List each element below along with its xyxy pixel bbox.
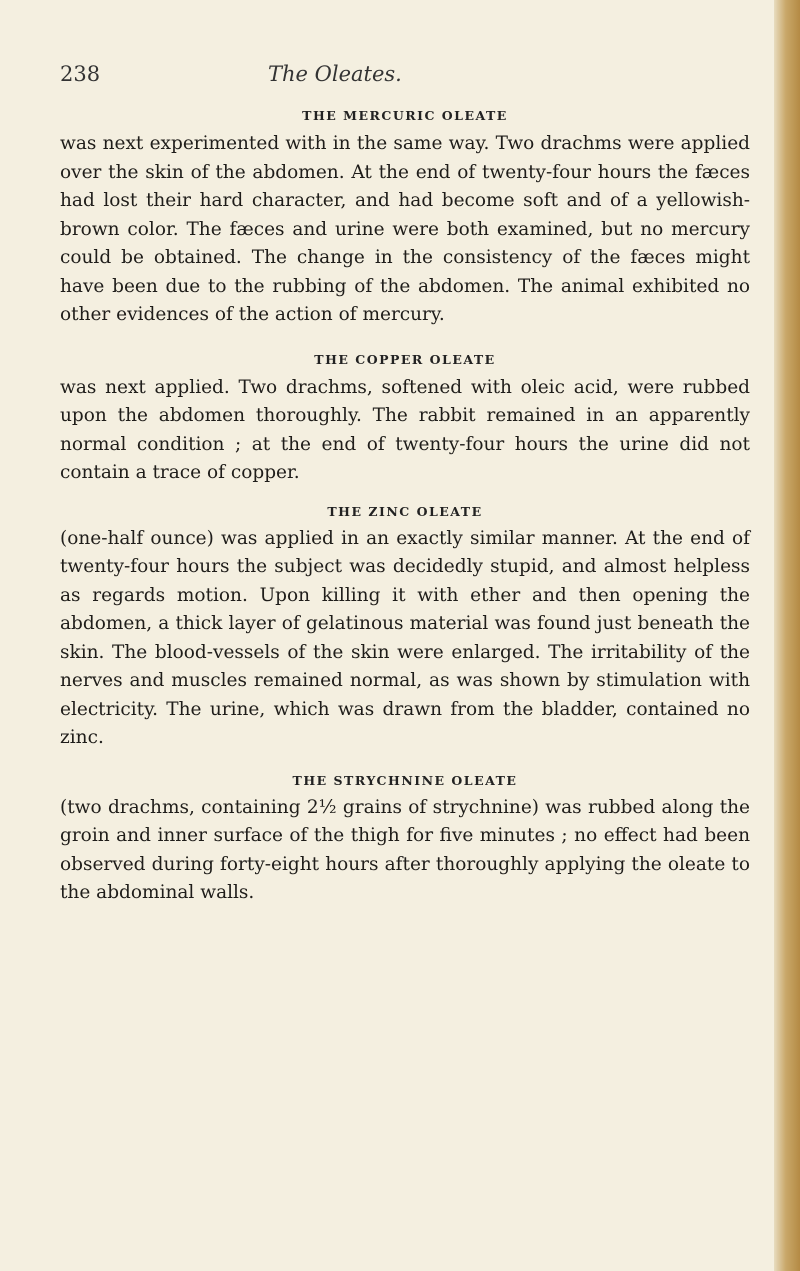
page-edge bbox=[774, 0, 800, 1271]
page-number: 238 bbox=[60, 62, 101, 86]
book-page bbox=[60, 62, 750, 908]
section-heading-copper: THE COPPER OLEATE bbox=[314, 351, 496, 367]
paragraph-copper: was next applied. Two drachms, softened with oleic acid, were rubbed upon the abdomen thoroughly. The rabbit remained in an apparently normal condition ; at the end of twenty-four hours the urine did not contain a trace of copper. bbox=[60, 376, 750, 483]
paragraph-zinc: (one-half ounce) was applied in an exactly similar manner. At the end of twenty-four hours the subject was decidedly stupid, and almost helpless as regards motion. Upon killing it with ether and then opening the abdomen, a thick layer of gelatinous material was found just beneath the skin. The blood-vessels of the skin were enlarged. The irritability of the nerves and muscles remained normal, as was shown by stimulation with electricity. The urine, which was drawn from the bladder, contained no zinc. bbox=[60, 527, 750, 748]
running-head bbox=[60, 62, 750, 98]
running-title: The Oleates. bbox=[268, 62, 402, 86]
section-heading-mercuric: THE MERCURIC OLEATE bbox=[302, 108, 508, 123]
section-heading-strychnine: THE STRYCHNINE OLEATE bbox=[292, 772, 518, 788]
paragraph-strychnine: (two drachms, containing 2½ grains of strychnine) was rubbed along the groin and inner surface of the thigh for five minutes ; no effect had been observed during forty-eight hours after thoroughly applying the oleate to the abdominal walls. bbox=[60, 796, 750, 903]
section-heading-zinc: THE ZINC OLEATE bbox=[327, 503, 483, 519]
paragraph-mercuric: was next experimented with in the same way. Two drachms were applied over the skin of the abdomen. At the end of twenty-four hours the fæces had lost their hard character, and had become soft and of a yellowish-brown color. The fæces and urine were both examined, but no mercury could be obtained. The change in the consistency of the fæces might have been due to the rubbing of the abdomen. The animal exhibited no other evidences of the action of mercury. bbox=[60, 133, 750, 325]
